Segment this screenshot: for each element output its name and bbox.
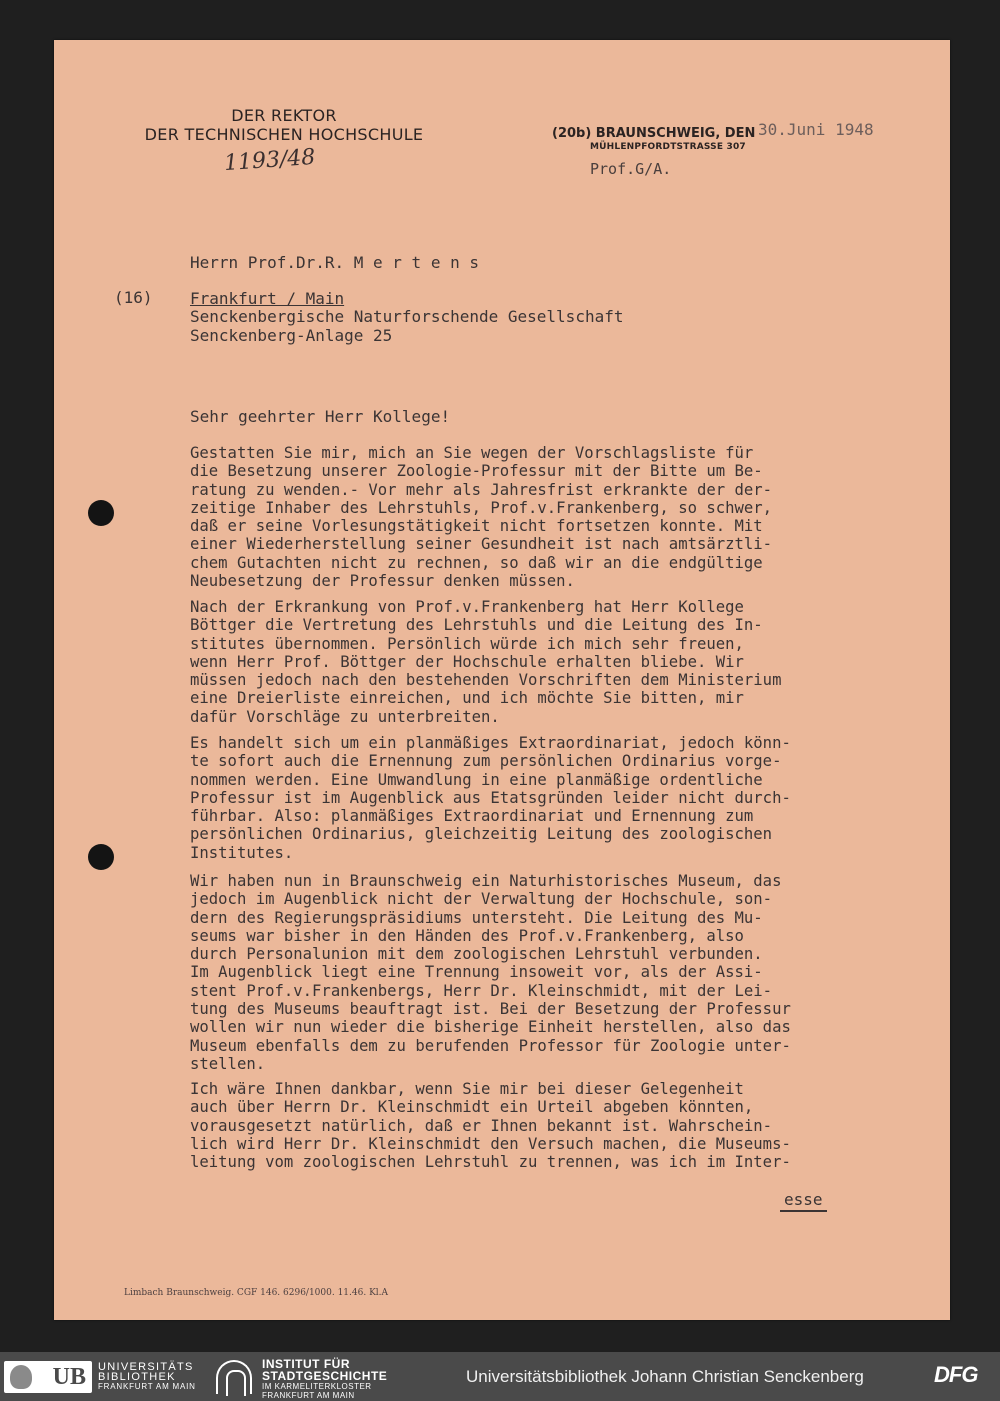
isg-name <box>262 1358 387 1400</box>
letterhead-street: MÜHLENPFORDTSTRASSE 307 <box>590 142 746 152</box>
letterhead-line-1: DER REKTOR <box>231 106 337 125</box>
isg-line-2: STADTGESCHICHTE <box>262 1369 388 1383</box>
paragraph-3: Es handelt sich um ein planmäßiges Extraordinariat, jedoch könn- te sofort auch die Ernennung zum persönlichen Ordinarius vorge- nommen werden. Eine Umwandlung in eine planmäßige ordentliche Professur ist im Augenblick aus Etatsgründen leider nicht durch- führbar. Also: planmäßiges Extraordinariat und Ernennung zum persönlichen Ordinarius, gleichzeitig Leitung des zoologischen Institutes. <box>190 734 791 862</box>
ub-logo-text: UB <box>52 1364 86 1390</box>
letter-sheet <box>54 40 950 1320</box>
paragraph-1: Gestatten Sie mir, mich an Sie wegen der Vorschlagsliste für die Besetzung unserer Zoologie-Professur mit der Bitte um Be- ratung zu wenden.- Vor mehr als Jahresfrist erkrankte der der- zeitige Inhaber des Lehrstuhls, Prof.v.Frankenberg, so schwer, daß er seine Vorlesungstätigkeit nicht fortsetzen konnte. Mit einer Wiederherstellung seiner Gesundheit ist nach amtsärztli- chem Gutachten nicht zu rechnen, so daß wir an die endgültige Neubesetzung der Professur denken müssen. <box>190 444 773 591</box>
ub-name <box>98 1362 196 1392</box>
ub-name-line-2: BIBLIOTHEK <box>98 1371 176 1383</box>
ub-name-line-3: FRANKFURT AM MAIN <box>98 1382 196 1391</box>
page-continuation-word: esse <box>780 1190 827 1212</box>
paragraph-2: Nach der Erkrankung von Prof.v.Frankenberg hat Herr Kollege Böttger die Vertretung des Lehrstuhls und die Leitung des In- stitutes übernommen. Persönlich würde ich mich sehr freuen, wenn Herr Prof. Böttger der Hochschule erhalten bliebe. Wir müssen jedoch nach den bestehenden Vorschriften dem Ministerium eine Dreierliste einreichen, und ich möchte Sie bitten, mir dafür Vorschläge zu unterbreiten. <box>190 598 782 726</box>
paragraph-5: Ich wäre Ihnen dankbar, wenn Sie mir bei dieser Gelegenheit auch über Herrn Dr. Kleinschmidt ein Urteil abgeben könnten, vorausgesetzt natürlich, daß er Ihnen bekannt ist. Wahrschein- lich wird Herr Dr. Kleinschmidt den Versuch machen, die Museums- leitung vom zoologischen Lehrstuhl zu trennen, was ich im Inter- <box>190 1080 791 1172</box>
paragraph-4: Wir haben nun in Braunschweig ein Naturhistorisches Museum, das jedoch im Augenblick nicht der Verwaltung der Hochschule, son- dern des Regierungspräsidiums untersteht. Die Leitung des Mu- seums war bisher in den Händen des Prof.v.Frankenberg, also durch Personalunion mit dem zoologischen Lehrstuhl verbunden. Im Augenblick liegt eine Trennung insoweit vor, als der Assi- stent Prof.v.Frankenbergs, Herr Dr. Kleinschmidt, mit der Lei- tung des Museums beauftragt ist. Bei der Besetzung der Professur wollen wir nun wieder die bisherige Einheit herstellen, also das Museum ebenfalls dem zu berufenden Professor für Zoologie unter- stellen. <box>190 872 791 1073</box>
letter-date: 30.Juni 1948 <box>758 120 874 139</box>
recipient-city: Frankfurt / Main <box>190 289 345 308</box>
dfg-logo[interactable]: DFG <box>934 1362 978 1387</box>
arch-icon[interactable] <box>216 1360 252 1394</box>
punch-hole-top <box>88 500 114 526</box>
recipient-street: Senckenberg-Anlage 25 <box>190 326 393 345</box>
isg-line-4: FRANKFURT AM MAIN <box>262 1391 355 1400</box>
archive-footer-bar <box>0 1352 1000 1401</box>
isg-line-3: IM KARMELITERKLOSTER <box>262 1382 372 1391</box>
ub-name-line-1: UNIVERSITÄTS <box>98 1361 194 1373</box>
reference-sign: Prof.G/A. <box>590 160 672 178</box>
printer-imprint: Limbach Braunschweig. CGF 146. 6296/1000. 11.46. Kl.A <box>124 1288 389 1298</box>
punch-hole-bottom <box>88 844 114 870</box>
letterhead-place: (20b) BRAUNSCHWEIG, DEN <box>552 126 756 141</box>
recipient-name: Herrn Prof.Dr.R. M e r t e n s <box>190 253 479 272</box>
letterhead-line-2: DER TECHNISCHEN HOCHSCHULE <box>144 125 424 144</box>
isg-line-1: INSTITUT FÜR <box>262 1357 350 1371</box>
salutation: Sehr geehrter Herr Kollege! <box>190 407 451 426</box>
ub-logo[interactable] <box>4 1361 92 1393</box>
postal-area-code: (16) <box>114 288 153 307</box>
handwritten-reference: 1193/48 <box>223 144 317 177</box>
library-title: Universitätsbibliothek Johann Christian Senckenberg <box>466 1367 864 1386</box>
portrait-icon <box>10 1365 32 1389</box>
letterhead-organization <box>124 106 444 144</box>
recipient-institution: Senckenbergische Naturforschende Gesellschaft <box>190 307 624 326</box>
